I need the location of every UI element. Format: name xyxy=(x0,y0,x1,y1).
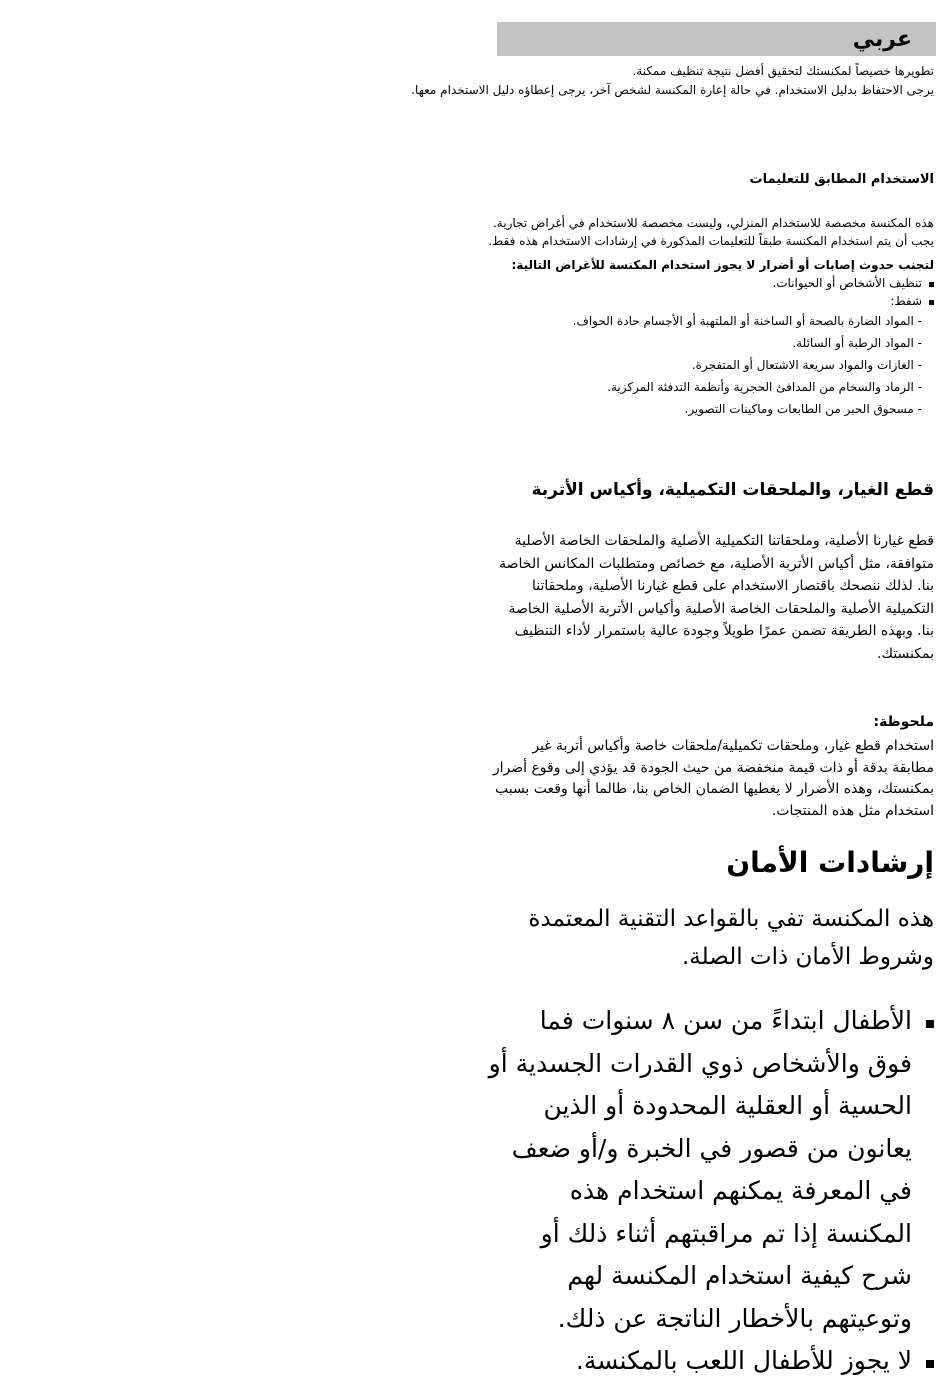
suction-subitem: - المواد الرطبة أو السائلة. xyxy=(792,336,922,350)
intended-use-p1: هذه المكنسة مخصصة للاستخدام المنزلي، وليست مخصصة للاستخدام في أغراض تجارية. xyxy=(492,216,934,230)
language-label: عربي xyxy=(852,26,912,52)
safety-paragraph: هذه المكنسة تفي بالقواعد التقنية المعتمدة وشروط الأمان ذات الصلة. xyxy=(528,906,934,970)
spare-parts-heading: قطع الغيار، والملحقات التكميلية، وأكياس الأتربة xyxy=(531,480,934,500)
intended-use-warning: لتجنب حدوث إصابات أو أضرار لا يجوز استخدام المكنسة للأغراض التالية: xyxy=(511,258,934,272)
prohibited-item-cleaning: تنظيف الأشخاص أو الحيوانات. xyxy=(372,274,934,292)
suction-subitem: - الغازات والمواد سريعة الاشتعال أو المتفجرة. xyxy=(691,358,922,372)
safety-heading: إرشادات الأمان xyxy=(726,846,934,879)
prohibited-list xyxy=(372,274,934,310)
prohibited-item-suction: شفط: xyxy=(372,292,934,310)
intended-use-p2: يجب أن يتم استخدام المكنسة طبقاً للتعليمات المذكورة في إرشادات الاستخدام هذه فقط. xyxy=(488,234,934,248)
intended-use-heading: الاستخدام المطابق للتعليمات xyxy=(749,172,934,187)
safety-bullets xyxy=(488,1000,934,1383)
safety-item-children-supervision: الأطفال ابتداءً من سن ٨ سنوات فما فوق والأشخاص ذوي القدرات الجسدية أو الحسية أو العقلية المحدودة أو الذين يعانون من قصور في الخبرة و/أو ضعف في المعرفة يمكنهم استخدام هذه المكنسة إذا تم مراقبتهم أثناء ذلك أو شرح كيفية استخدام المكنسة لهم وتوعيتهم بالأخطار الناتجة عن ذلك. xyxy=(488,1000,934,1340)
intro-line-2: يرجى الاحتفاظ بدليل الاستخدام. في حالة إعارة المكنسة لشخص آخر، يرجى إعطاؤه دليل الاستخدام معها. xyxy=(411,83,934,97)
note-text: استخدام قطع غيار، وملحقات تكميلية/ملحقات خاصة وأكياس أتربة غير مطابقة بدقة أو ذات قيمة منخفضة من حيث الجودة قد يؤدي إلى وقوع أضرار بمكنستك، وهذه الأضرار لا يغطيها الضمان الخاص بنا، طالما أنها وقعت بسبب استخدام مثل هذه المنتجات. xyxy=(492,738,934,819)
safety-list xyxy=(488,1000,934,1383)
suction-subitem: - مسحوق الحبر من الطابعات وماكينات التصوير. xyxy=(684,402,922,416)
suction-sublist xyxy=(372,312,934,418)
spare-parts-paragraph: قطع غيارنا الأصلية، وملحقاتنا التكميلية الأصلية والملحقات الخاصة الأصلية متوافقة، مثل أكياس الأتربة الأصلية، مع خصائص ومتطلبات المكانس الخاصة بنا. لذلك ننصحك باقتصار الاستخدام على قطع غيارنا الأصلية، وملحقاتنا التكميلية الأصلية والملحقات الخاصة الأصلية وأكياس الأتربة الأصلية الخاصة بنا. وبهذه الطريقة تضمن عمرًا طويلاً وجودة عالية باستمرار لأداء التنظيف بمكنستك. xyxy=(499,533,934,662)
safety-item-no-playing: لا يجوز للأطفال اللعب بالمكنسة. xyxy=(488,1340,934,1383)
note-label: ملحوظة: xyxy=(873,714,934,730)
language-header-bar xyxy=(497,22,936,56)
suction-subitem: - المواد الضارة بالصحة أو الساخنة أو الملتهبة أو الأجسام حادة الحواف. xyxy=(572,314,922,328)
intended-use-section xyxy=(372,214,934,418)
intro-text xyxy=(372,62,934,100)
intro-line-1: تطويرها خصيصاً لمكنستك لتحقيق أفضل نتيجة تنظيف ممكنة. xyxy=(632,64,934,78)
suction-subitem: - الرماد والسخام من المدافئ الحجرية وأنظمة التدفئة المركزية. xyxy=(607,380,922,394)
